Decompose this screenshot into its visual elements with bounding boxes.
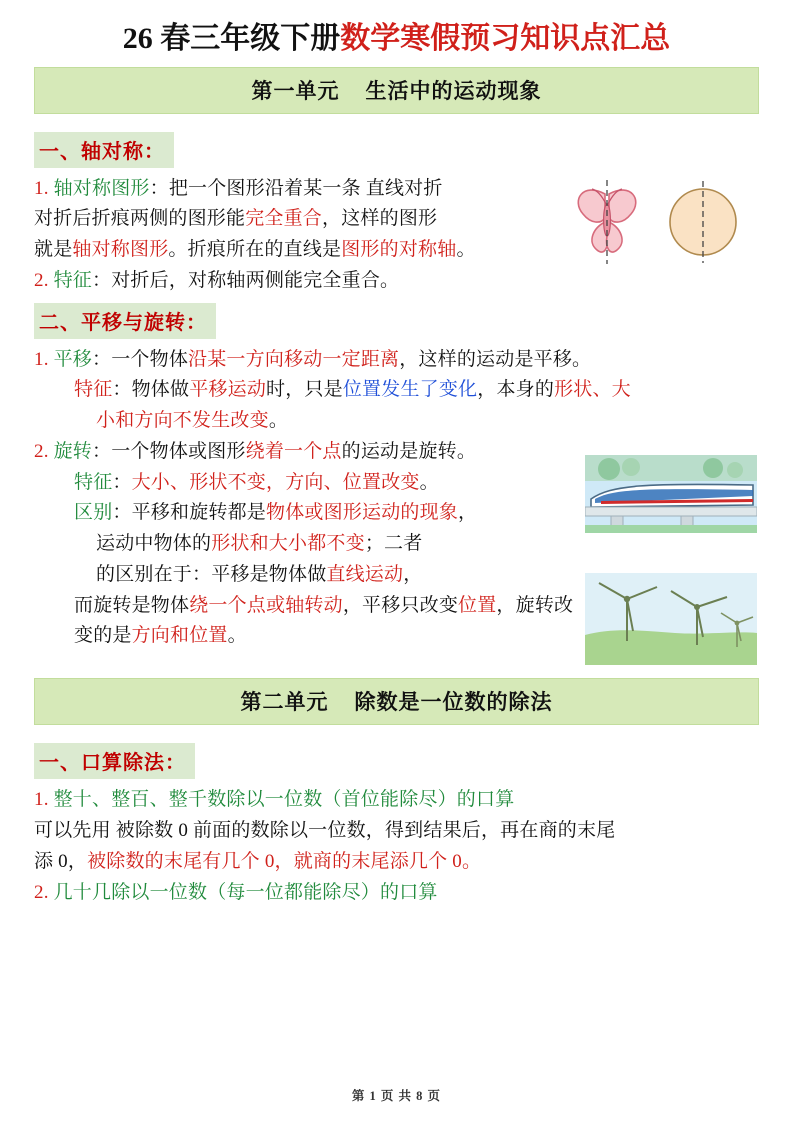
line-part: 平移: [53, 348, 93, 370]
text-line: [34, 847, 759, 878]
line-part: 整十、整百、整千数除以一位数（首位能除尽）的口算: [53, 789, 515, 811]
line-part: 沿某一方向移动: [188, 348, 323, 370]
line-part: 平移运动: [189, 379, 267, 401]
oral-division-body: [34, 785, 759, 908]
text-line: [34, 529, 759, 560]
line-part: ：物体做: [112, 379, 190, 401]
line-part: 。: [456, 239, 476, 261]
line-part: 绕一个点或轴转动: [189, 594, 343, 616]
butterfly-and-circle-symmetry-figure: [563, 178, 753, 266]
line-part: 大小、形状不变，方向、位置改变: [131, 471, 420, 493]
section-heading-translation-rotation: 二、平移与旋转：: [34, 303, 216, 339]
line-part: 几十几除以一位数（每一位都能除尽）的口算: [53, 881, 438, 903]
line-part: ；二者: [364, 533, 423, 555]
line-part: ，: [403, 563, 423, 585]
line-part: 被除数的末尾有几个 0，就商的末尾添几个 0。: [87, 850, 482, 872]
line-part: ，: [458, 502, 478, 524]
line-part: 被除数 0 前面的数除以一位数，得到结果后，再在商的末尾: [110, 819, 616, 841]
line-part: 。: [419, 471, 439, 493]
text-line: [34, 878, 759, 909]
line-part: 2.: [34, 440, 54, 462]
line-part: 完全重合: [245, 208, 323, 230]
unit1-banner: [34, 67, 759, 114]
line-part: ：对折后，对称轴两侧能完全重合。: [92, 269, 400, 291]
line-part: ：: [112, 471, 132, 493]
line-part: 的区别在于：平移是物体做: [96, 563, 327, 585]
page-title: [34, 22, 759, 57]
line-part: 添 0，: [34, 850, 88, 872]
line-part: ，这样的运动是平移。: [399, 348, 592, 370]
page-title-red: 数学寒假预习知识点汇总: [340, 22, 671, 55]
page-footer: 第 1 页 共 8 页: [351, 1089, 442, 1103]
unit1-banner-right: 生活中的运动现象: [365, 78, 542, 103]
text-line: [34, 406, 759, 437]
line-part: ：一个物体或图形: [92, 440, 246, 462]
unit1-banner-left: 第一单元: [251, 78, 340, 103]
unit2-banner-right: 除数是一位数的除法: [354, 690, 553, 715]
line-part: ：一个物体: [92, 348, 189, 370]
line-part: ，本身的: [477, 379, 555, 401]
line-part: 1.: [34, 348, 54, 370]
line-part: 位置: [458, 594, 497, 616]
line-part: 位置发生了变化: [342, 379, 478, 401]
high-speed-train-translation-figure: [585, 455, 757, 533]
section-heading-oral-division: 一、口算除法：: [34, 743, 195, 779]
line-part: 形状、大: [554, 379, 631, 401]
line-part: 特征: [74, 379, 113, 401]
line-part: 。: [268, 410, 289, 432]
line-part: 形状和大小都不变: [211, 533, 365, 555]
text-line: [34, 785, 759, 816]
line-part: 1.: [34, 177, 54, 199]
text-line: [34, 266, 759, 297]
line-part: 直线运动: [326, 563, 404, 585]
line-part: 绕着一个点: [245, 440, 342, 462]
line-part: ：平移和旋转都是: [112, 502, 267, 524]
line-part: 物体或图形运动的现象: [266, 502, 459, 524]
line-part: 而旋转是物体: [74, 594, 190, 616]
section-heading-axis-symmetry: 一、轴对称：: [34, 132, 174, 168]
unit2-banner: [34, 678, 759, 725]
line-part: 对折后折痕两侧的图形能: [34, 208, 246, 230]
line-part: 。: [227, 625, 247, 647]
line-part: 特征: [53, 269, 93, 291]
line-part: 1.: [34, 789, 54, 811]
line-part: ，旋转改: [496, 594, 574, 616]
line-part: 轴对称图形: [72, 239, 169, 261]
line-part: 旋转: [53, 440, 93, 462]
text-line: [34, 375, 759, 406]
line-part: ，这样的图形: [322, 208, 438, 230]
line-part: 轴对称图形: [53, 177, 150, 199]
line-part: 。折痕所在的直线是: [168, 239, 342, 261]
line-part: 一定距离: [322, 348, 400, 370]
line-part: 可以先用: [34, 819, 111, 841]
line-part: 特征: [74, 471, 113, 493]
text-line: [34, 345, 759, 376]
line-part: 小和方向不发生改变: [96, 410, 269, 432]
line-part: 时，只是: [266, 379, 343, 401]
line-part: 的运动是旋转。: [341, 440, 477, 462]
unit2-banner-left: 第二单元: [240, 690, 329, 715]
line-part: 就是: [34, 239, 73, 261]
line-part: 区别: [74, 502, 113, 524]
line-part: 图形的对称轴: [341, 239, 457, 261]
line-part: 运动中物体的: [96, 533, 212, 555]
page-title-black: 26 春三年级下册: [122, 22, 341, 55]
windmill-rotation-figure: [585, 573, 757, 665]
line-part: 方向和位置: [131, 625, 228, 647]
text-line: [34, 816, 759, 847]
line-part: 变的是: [74, 625, 132, 647]
line-part: ，平移只改变: [342, 594, 459, 616]
line-part: 2.: [34, 269, 54, 291]
line-part: ：把一个图形沿着某一条: [149, 177, 366, 199]
line-part: 2.: [34, 881, 54, 903]
line-part: 直线对折: [365, 177, 443, 199]
